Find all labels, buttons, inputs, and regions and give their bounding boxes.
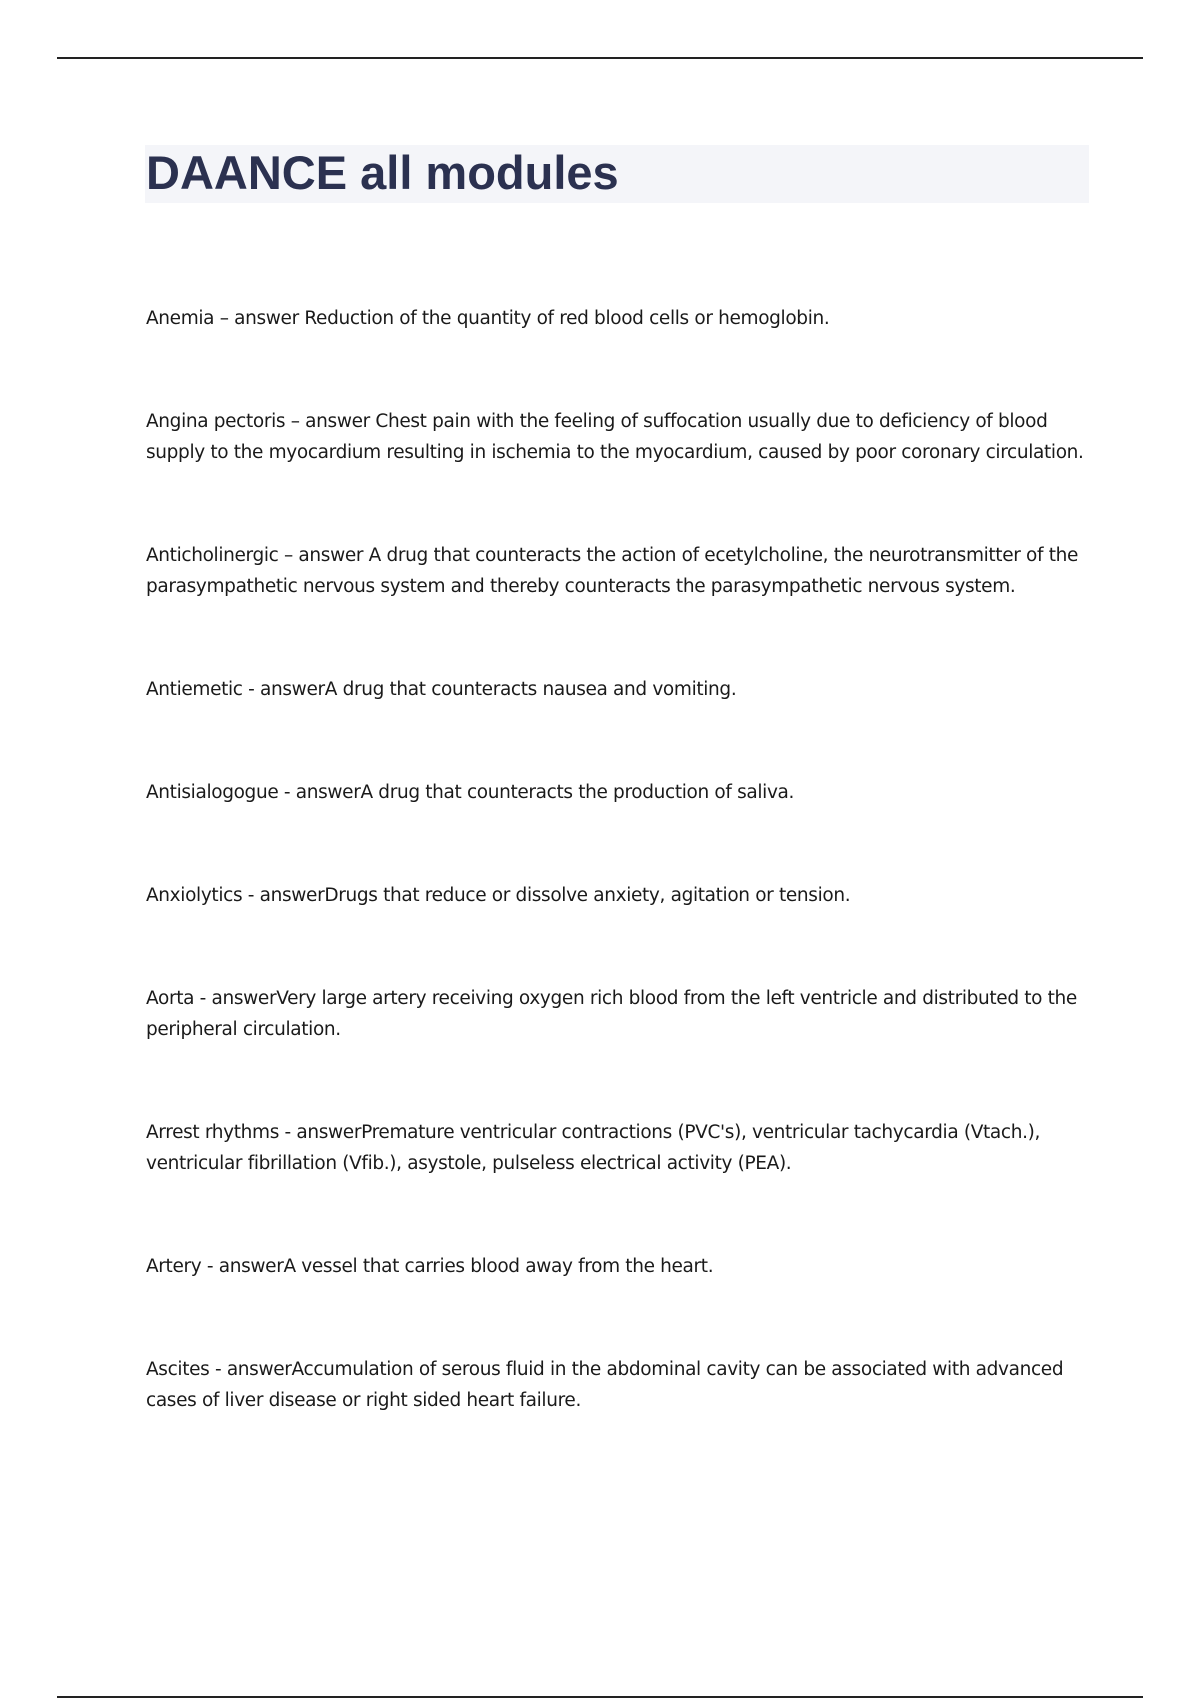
glossary-entry-antisialogogue: Antisialogogue - answerA drug that counteracts the production of saliva.: [146, 782, 795, 803]
glossary-list: [146, 303, 1096, 1488]
glossary-entry-arrest-rhythms: Arrest rhythms - answerPremature ventricular contractions (PVC's), ventricular tachycardia (Vtach.), ventricular fibrillation (Vfib.), asystole, pulseless electrical activity (PEA).: [146, 1122, 1041, 1174]
glossary-entry-anemia: Anemia – answer Reduction of the quantity of red blood cells or hemoglobin.: [146, 308, 830, 329]
glossary-entry-ascites: Ascites - answerAccumulation of serous fluid in the abdominal cavity can be associated with advanced cases of liver disease or right sided heart failure.: [146, 1359, 1064, 1411]
glossary-entry-aorta: Aorta - answerVery large artery receiving oxygen rich blood from the left ventricle and distributed to the peripheral circulation.: [146, 988, 1077, 1040]
glossary-entry-anxiolytics: Anxiolytics - answerDrugs that reduce or dissolve anxiety, agitation or tension.: [146, 885, 851, 906]
footer-rule: [57, 1696, 1143, 1698]
glossary-entry-angina-pectoris: Angina pectoris – answer Chest pain with the feeling of suffocation usually due to deficiency of blood supply to the myocardium resulting in ischemia to the myocardium, caused by poor coronary circulation.: [146, 411, 1084, 463]
glossary-entry-anticholinergic: Anticholinergic – answer A drug that counteracts the action of ecetylcholine, the neurotransmitter of the parasympathetic nervous system and thereby counteracts the parasympathetic nervous system.: [146, 545, 1078, 597]
document-title: DAANCE all modules: [146, 146, 619, 199]
header-rule: [57, 57, 1143, 59]
glossary-entry-artery: Artery - answerA vessel that carries blood away from the heart.: [146, 1256, 714, 1277]
glossary-entry-antiemetic: Antiemetic - answerA drug that counteracts nausea and vomiting.: [146, 679, 737, 700]
